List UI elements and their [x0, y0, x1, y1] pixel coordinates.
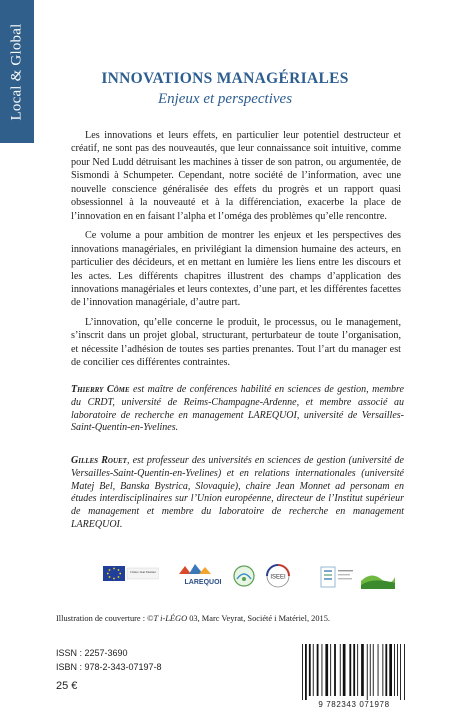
- barcode-bar: [378, 644, 379, 696]
- iseei-logo: [265, 563, 291, 589]
- blurb: [71, 129, 401, 376]
- barcode-bar: [349, 644, 351, 696]
- blurb-paragraph: Ce volume a pour ambition de montrer les enjeux et les perspectives des innovations managériales, en privilégiant la dimension humaine des acteurs, en particulier des décideurs, et en mettant en lumière les liens entre les discours et les actes. Les différents chapitres illustrent des champs d’application des innovations managériales et leurs contextes, d’une part, et les différentes facettes de l’innovation managériale, d’autre part.: [71, 230, 401, 309]
- blurb-paragraph: L’innovation, qu’elle concerne le produit, le processus, ou le management, s’inscrit dans un projet global, structurant, perturbateur de toute l’organisation, et nécessite l’adhésion de toutes ses parties prenantes. Tout l’art du manager est de concilier ces différentes contraintes.: [71, 316, 401, 369]
- larequoi-logo: [177, 564, 229, 590]
- barcode-bar: [334, 644, 336, 696]
- barcode-bar: [370, 644, 371, 696]
- barcode-bar: [313, 644, 314, 696]
- partner-logos: [95, 562, 395, 592]
- barcode-bar: [367, 644, 368, 700]
- barcode-bar: [340, 644, 341, 696]
- barcode-bar: [382, 644, 383, 696]
- barcode-bar: [353, 644, 355, 696]
- barcode-bar: [394, 644, 395, 696]
- credit-suffix: 03, Marc Veyrat, Société i Matériel, 2015.: [187, 614, 331, 623]
- barcode-bars: [298, 644, 408, 700]
- regional-logo: [361, 565, 395, 589]
- barcode-bar: [373, 644, 374, 696]
- barcode-bar: [385, 644, 387, 696]
- author-bio-come: [71, 384, 404, 435]
- eu-jean-monnet-logo: [103, 566, 159, 588]
- author-name: Gilles Rouet: [71, 455, 127, 466]
- barcode-bar: [322, 644, 323, 696]
- book-subtitle: Enjeux et perspectives: [157, 91, 293, 107]
- author-name: Thierry Côme: [71, 384, 130, 395]
- issn: ISSN : 2257-3690: [56, 648, 128, 658]
- cover-illustration-credit: [56, 614, 416, 623]
- barcode-bar: [309, 644, 311, 696]
- author-bio-rouet: [71, 455, 404, 532]
- barcode-bar: [330, 644, 331, 696]
- barcode-number: 9 782343 071978: [318, 700, 390, 709]
- jean-monnet-text: Chaire Jean Monnet: [130, 570, 156, 574]
- credit-work-title: T i-LÉGO: [153, 614, 188, 623]
- barcode-bar: [302, 644, 303, 700]
- barcode-bar: [317, 644, 319, 696]
- barcode-bar: [361, 644, 364, 696]
- series-label: Local & Global: [8, 23, 25, 121]
- iseei-text: ISEEI: [270, 574, 286, 581]
- barcode-bar: [343, 644, 346, 696]
- barcode-bar: [305, 644, 307, 700]
- university-seal-logo: [233, 565, 255, 587]
- barcode-bar: [400, 644, 401, 700]
- barcode-bar: [325, 644, 328, 696]
- book-title: INNOVATIONS MANAGÉRIALES: [101, 70, 349, 87]
- price: 25 €: [56, 680, 78, 692]
- barcode-bar: [397, 644, 398, 696]
- isbn: ISBN : 978-2-343-07197-8: [56, 662, 162, 672]
- barcode-bar: [357, 644, 358, 696]
- blurb-paragraph: Les innovations et leurs effets, en particulier leur potentiel destructeur et créatif, ne sont pas des nouveautés, que leur connaissance soit intuitive, comme pour Ned Ludd détruisant les machines à tisser de son patron, ou argumentée, de Sismondi à Schumpeter. Cependant, notre société de l’information, avec une nouvelle conscience généralisée des effets du progrès et un rapport quasi obsessionnel à la nouveauté et à la différenciation, exacerbe la place de l’innovation en en faisant l’alpha et l’oméga des problèmes qu’elle rencontre.: [71, 130, 401, 222]
- credit-prefix: Illustration de couverture : ©: [56, 614, 154, 623]
- author-bio: est maître de conférences habilité en sciences de gestion, membre du CRDT, université de Reims-Champagne-Ardenne, et membre associé au laboratoire de recherche en management LAREQUOI, université de Versailles-Saint-Quentin-en-Yvelines.: [71, 384, 405, 434]
- author-bio: , est professeur des universités en sciences de gestion (université de Versailles-Saint-Quentin-en-Yvelines) et en relations internationales (université Matej Bel, Banska Bystrica, Slovaquie), chaire Jean Monnet ad personam en études interdisciplinaires sur l’Union européenne, directeur de l’Institut supérieur de management et membre du laboratoire de recherche en management LAREQUOI.: [71, 455, 404, 530]
- barcode: [298, 644, 408, 708]
- versailles-university-logo: [319, 564, 355, 590]
- barcode-bar: [389, 644, 392, 696]
- barcode-bar: [404, 644, 405, 700]
- larequoi-text: LAREQUOI: [184, 579, 222, 586]
